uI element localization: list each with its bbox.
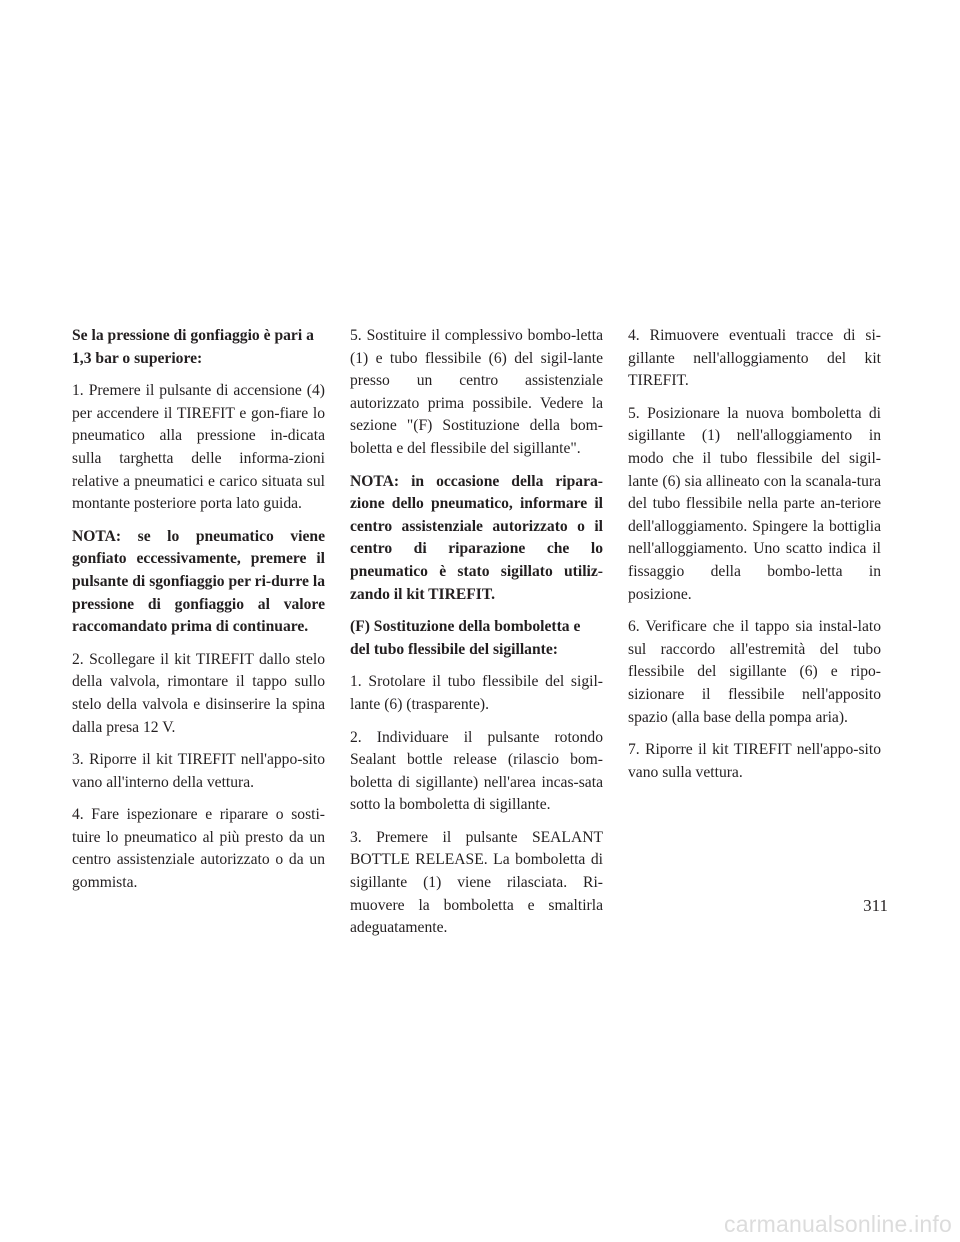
replacement-step-7: 7. Riporre il kit TIREFIT nell'appo-sito vano sulla vettura.: [628, 741, 881, 781]
replacement-step-3: 3. Premere il pulsante SEALANT BOTTLE RELEASE. La bomboletta di sigillante (1) viene rilasciata. Ri-muovere la bomboletta e smaltirla adeguatamente.: [350, 828, 603, 937]
watermark-text: carmanualsonline.info: [724, 1211, 952, 1237]
page-number: 311: [863, 896, 888, 915]
section-heading-replacement: (F) Sostituzione della bomboletta e del tubo flessibile del sigillante:: [350, 618, 581, 658]
replacement-step-6: 6. Verificare che il tappo sia instal-lato sul raccordo all'estremità del tubo flessibile del sigillante (6) e ripo-sizionare il flessibile nell'apposito spazio (alla base della pompa aria).: [628, 618, 881, 726]
replacement-step-4: 4. Rimuovere eventuali tracce di si-gillante nell'alloggiamento del kit TIREFIT.: [628, 327, 881, 390]
note-inform-service: NOTA: in occasione della ripara-zione dello pneumatico, informare il centro assistenziale autorizzato o il centro di riparazione che lo pneumatico è stato sigillato utiliz-zando il kit TIREFIT.: [350, 472, 603, 603]
step-1-inflate: 1. Premere il pulsante di accensione (4) per accendere il TIREFIT e gon-fiare lo pneumatico alla pressione in-dicata sulla targhetta delle informa-zioni relative a pneumatici e carico situata sul montante posteriore porta lato guida.: [72, 382, 325, 513]
section-heading-pressure: Se la pressione di gonfiaggio è pari a 1,3 bar o superiore:: [72, 327, 314, 367]
step-4-inspect-tire: 4. Fare ispezionare e riparare o sosti-tuire lo pneumatico al più presto da un centro assistenziale autorizzato o da un gommista.: [72, 806, 325, 892]
replacement-step-2: 2. Individuare il pulsante rotondo Sealant bottle release (rilascio bom-boletta di sigillante) nell'area incas-sata sotto la bomboletta di sigillante.: [350, 728, 603, 814]
replacement-step-1: 1. Srotolare il tubo flessibile del sigil-lante (6) (trasparente).: [350, 673, 603, 713]
replacement-step-5: 5. Posizionare la nuova bomboletta di sigillante (1) nell'alloggiamento in modo che il tubo flessibile del sigil-lante (6) sia allineato con la scanala-tura del tubo flessibile nella parte an-teriore dell'alloggiamento. Spingere la bottiglia nell'alloggiamento. Uno scatto indica il fissaggio della bombo-letta in posizione.: [628, 404, 881, 603]
step-2-disconnect: 2. Scollegare il kit TIREFIT dallo stelo della valvola, rimontare il tappo sullo stelo della valvola e disinserire la spina dalla presa 12 V.: [72, 650, 325, 736]
step-5-replace-assembly: 5. Sostituire il complessivo bombo-letta (1) e tubo flessibile (6) del sigil-lante presso un centro assistenziale autorizzato prima possibile. Vedere la sezione "(F) Sostituzione della bom-boletta e del flessibile del sigillante".: [350, 327, 603, 457]
text-column-middle: [350, 325, 603, 950]
step-3-store-kit: 3. Riporre il kit TIREFIT nell'appo-sito vano all'interno della vettura.: [72, 751, 325, 791]
note-overinflation: NOTA: se lo pneumatico viene gonfiato eccessivamente, premere il pulsante di sgonfiaggio per ri-durre la pressione di gonfiaggio al valore raccomandato prima di continuare.: [72, 527, 325, 636]
text-column-right: [628, 325, 881, 794]
text-column-left: [72, 325, 325, 905]
